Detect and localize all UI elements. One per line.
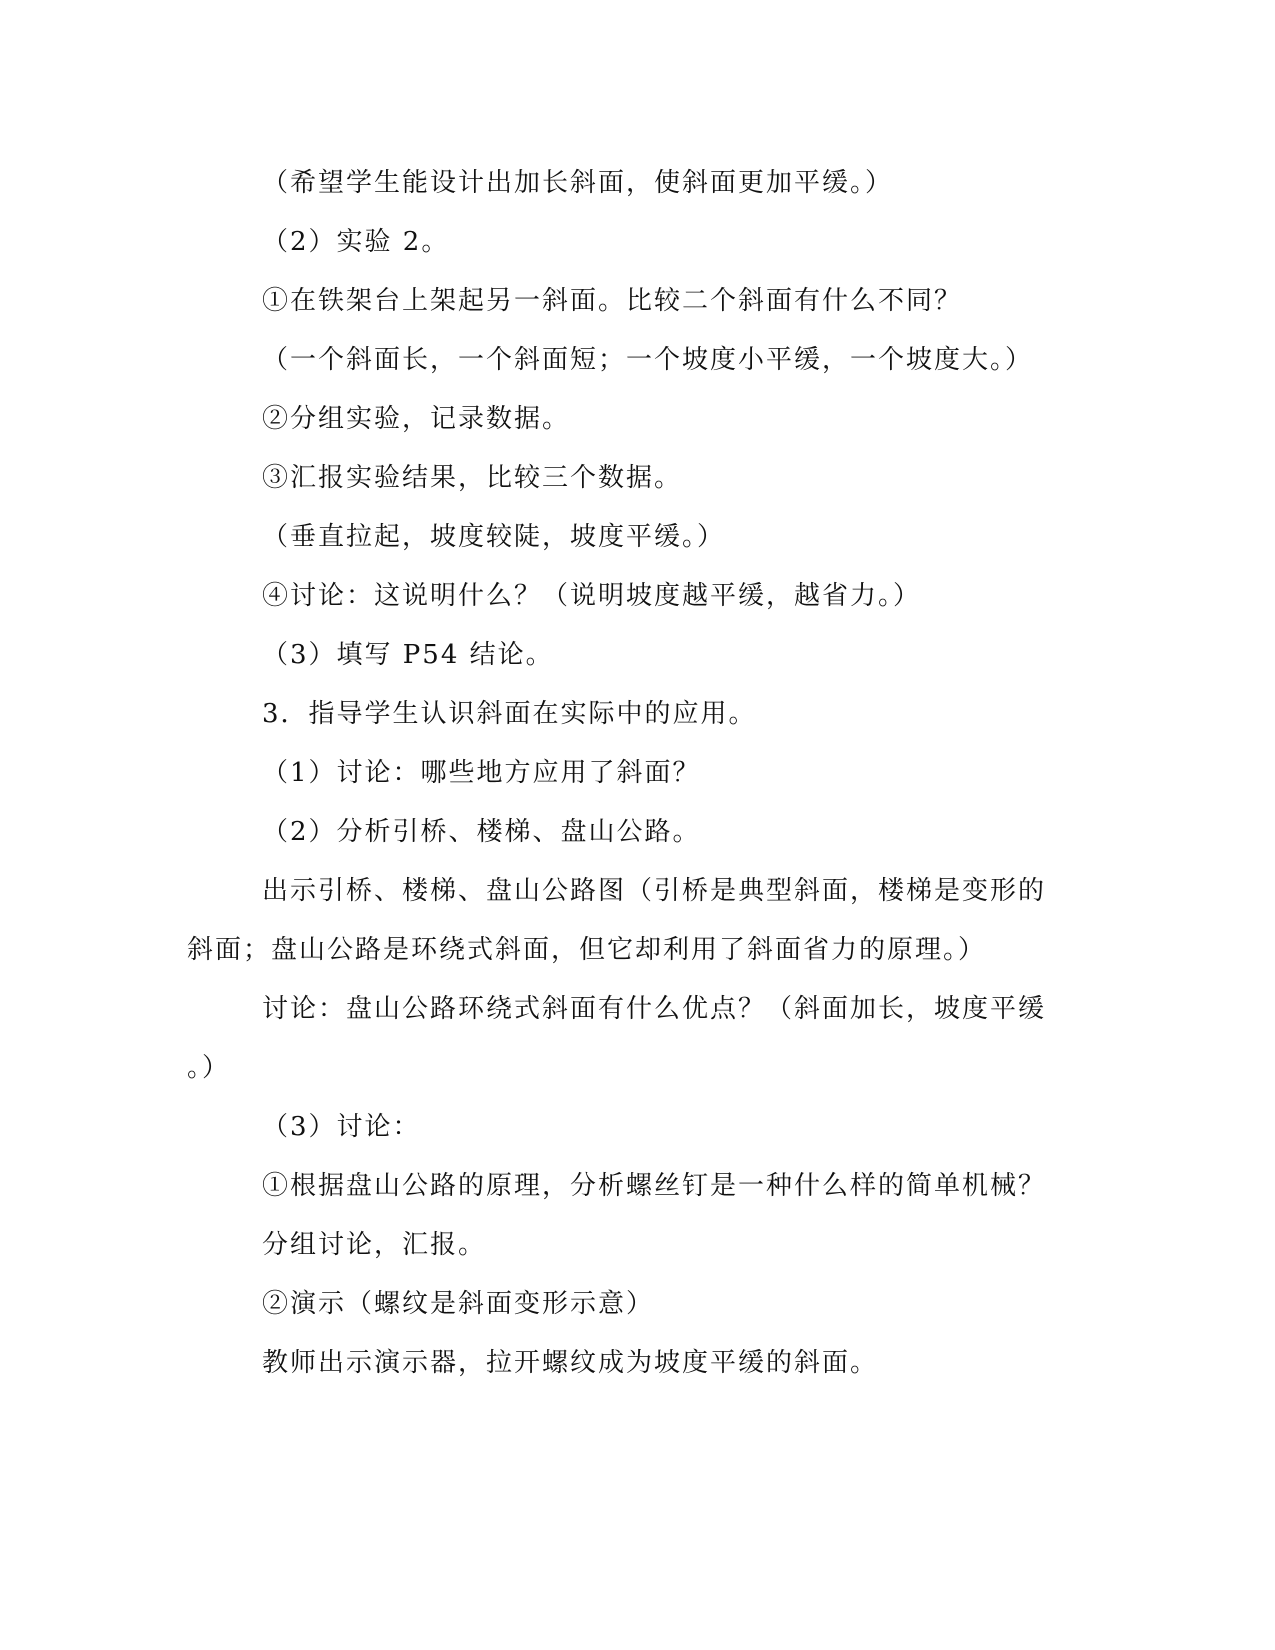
paragraph-line-7: （垂直拉起，坡度较陡，坡度平缓。） [262, 522, 726, 552]
paragraph-line-12: （2）分析引桥、楼梯、盘山公路。 [262, 817, 701, 847]
paragraph-line-19: 分组讨论，汇报。 [262, 1230, 487, 1260]
paragraph-line-17: （3）讨论： [262, 1112, 421, 1142]
paragraph-line-15: 讨论：盘山公路环绕式斜面有什么优点？（斜面加长，坡度平缓 [262, 994, 1047, 1024]
paragraph-line-2: （2）实验 2。 [262, 227, 450, 257]
paragraph-line-16: 。） [187, 1053, 231, 1083]
paragraph-line-8: ④讨论：这说明什么？（说明坡度越平缓，越省力。） [262, 581, 922, 611]
section-heading-3: 3．指导学生认识斜面在实际中的应用。 [262, 699, 757, 729]
paragraph-line-14: 斜面；盘山公路是环绕式斜面，但它却利用了斜面省力的原理。） [187, 935, 987, 965]
paragraph-line-13: 出示引桥、楼梯、盘山公路图（引桥是典型斜面，楼梯是变形的 [262, 876, 1047, 906]
paragraph-line-9: （3）填写 P54 结论。 [262, 640, 554, 670]
paragraph-line-6: ③汇报实验结果，比较三个数据。 [262, 463, 683, 493]
paragraph-line-3: ①在铁架台上架起另一斜面。比较二个斜面有什么不同？ [262, 286, 963, 316]
paragraph-line-18: ①根据盘山公路的原理，分析螺丝钉是一种什么样的简单机械？ [262, 1171, 1047, 1201]
paragraph-line-1: （希望学生能设计出加长斜面，使斜面更加平缓。） [262, 168, 894, 198]
paragraph-line-11: （1）讨论：哪些地方应用了斜面？ [262, 758, 701, 788]
paragraph-line-5: ②分组实验，记录数据。 [262, 404, 571, 434]
paragraph-line-20: ②演示（螺纹是斜面变形示意） [262, 1289, 655, 1319]
paragraph-line-4: （一个斜面长，一个斜面短；一个坡度小平缓，一个坡度大。） [262, 345, 1034, 375]
paragraph-line-21: 教师出示演示器，拉开螺纹成为坡度平缓的斜面。 [262, 1348, 879, 1378]
